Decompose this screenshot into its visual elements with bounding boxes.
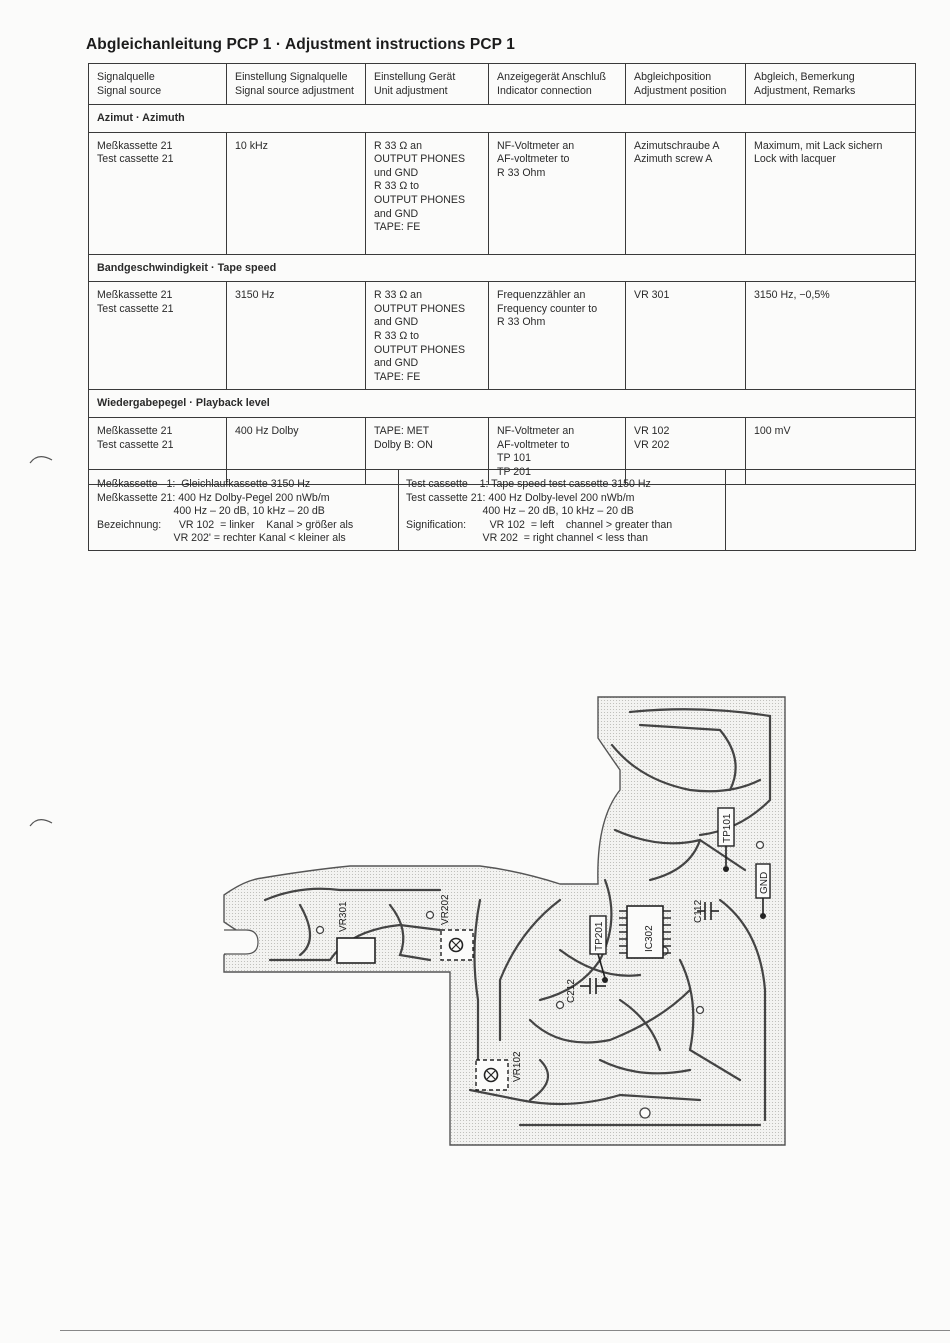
notes-german: Meßkassette 1: Gleichlaufkassette 3150 Hz Meßkassette 21: 400 Hz Dolby-Pegel 200 nWb/m 400 Hz – 20 dB, 10 kHz – 20 dB Bezeichnung: VR 102 = linker Kanal > größer als VR 202' = rechter Kanal < kleiner als: [97, 478, 354, 545]
c212-label: C212: [566, 979, 577, 1003]
tp201-label: TP201: [594, 921, 605, 951]
notes-english: Test cassette 1: Tape speed test cassette 3150 Hz Test cassette 21: 400 Hz Dolby-level 200 nWb/m 400 Hz – 20 dB, 10 kHz – 20 dB Signification: VR 102 = left channel > greater than VR 202 = right channel < less than: [406, 478, 673, 545]
cell-signal-source-adjustment: 3150 Hz: [227, 282, 366, 390]
cell-indicator-connection: NF-Voltmeter an AF-voltmeter to TP 101 TP 201: [489, 417, 626, 484]
header-signal-source: Signalquelle Signal source: [89, 64, 227, 105]
cell-signal-source: Meßkassette 21 Test cassette 21: [89, 282, 227, 390]
vr102-label: VR102: [512, 1051, 523, 1082]
cell-adjustment-position: VR 301: [626, 282, 746, 390]
cell-signal-source: Meßkassette 21 Test cassette 21: [89, 132, 227, 254]
cell-remarks: 100 mV: [746, 417, 916, 484]
vr301-label: VR301: [338, 901, 349, 932]
cell-unit-adjustment: R 33 Ω an OUTPUT PHONES and GND R 33 Ω to OUTPUT PHONES and GND TAPE: FE: [366, 282, 489, 390]
header-remarks: Abgleich, Bemerkung Adjustment, Remarks: [746, 64, 916, 105]
ic302-label: IC302: [644, 925, 655, 952]
tp201-point: [602, 977, 608, 983]
cell-adjustment-position: Azimutschraube A Azimuth screw A: [626, 132, 746, 254]
gnd-point: [760, 913, 766, 919]
cell-indicator-connection: Frequenzzähler an Frequency counter to R 33 Ohm: [489, 282, 626, 390]
section-title-azimuth: Azimut · Azimuth: [89, 105, 916, 133]
page-bottom-line: [60, 1330, 950, 1331]
vr202-label: VR202: [440, 894, 451, 925]
vr301-trimmer: [337, 938, 375, 963]
cell-unit-adjustment: R 33 Ω an OUTPUT PHONES und GND R 33 Ω to OUTPUT PHONES and GND TAPE: FE: [366, 132, 489, 254]
mounting-slot: [224, 930, 258, 954]
section-title-playback-level: Wiedergabepegel · Playback level: [89, 390, 916, 418]
section-title-tape-speed: Bandgeschwindigkeit · Tape speed: [89, 254, 916, 282]
tp101-label: TP101: [722, 813, 733, 843]
header-adjustment-position: Abgleichposition Adjustment position: [626, 64, 746, 105]
gnd-label: GND: [759, 871, 770, 894]
cell-signal-source: Meßkassette 21 Test cassette 21: [89, 417, 227, 484]
tp101-point: [723, 866, 729, 872]
cell-unit-adjustment: TAPE: MET Dolby B: ON: [366, 417, 489, 484]
cell-indicator-connection: NF-Voltmeter an AF-voltmeter to R 33 Ohm: [489, 132, 626, 254]
cell-signal-source-adjustment: 10 kHz: [227, 132, 366, 254]
cell-remarks: Maximum, mit Lack sichern Lock with lacquer: [746, 132, 916, 254]
header-signal-source-adjustment: Einstellung Signalquelle Signal source adjustment: [227, 64, 366, 105]
header-indicator-connection: Anzeigegerät Anschluß Indicator connection: [489, 64, 626, 105]
cell-remarks: 3150 Hz, −0,5%: [746, 282, 916, 390]
header-unit-adjustment: Einstellung Gerät Unit adjustment: [366, 64, 489, 105]
c112-label: C112: [693, 899, 704, 923]
cell-adjustment-position: VR 102 VR 202: [626, 417, 746, 484]
cell-signal-source-adjustment: 400 Hz Dolby: [227, 417, 366, 484]
page-title: Abgleichanleitung PCP 1 · Adjustment instructions PCP 1: [86, 36, 515, 53]
